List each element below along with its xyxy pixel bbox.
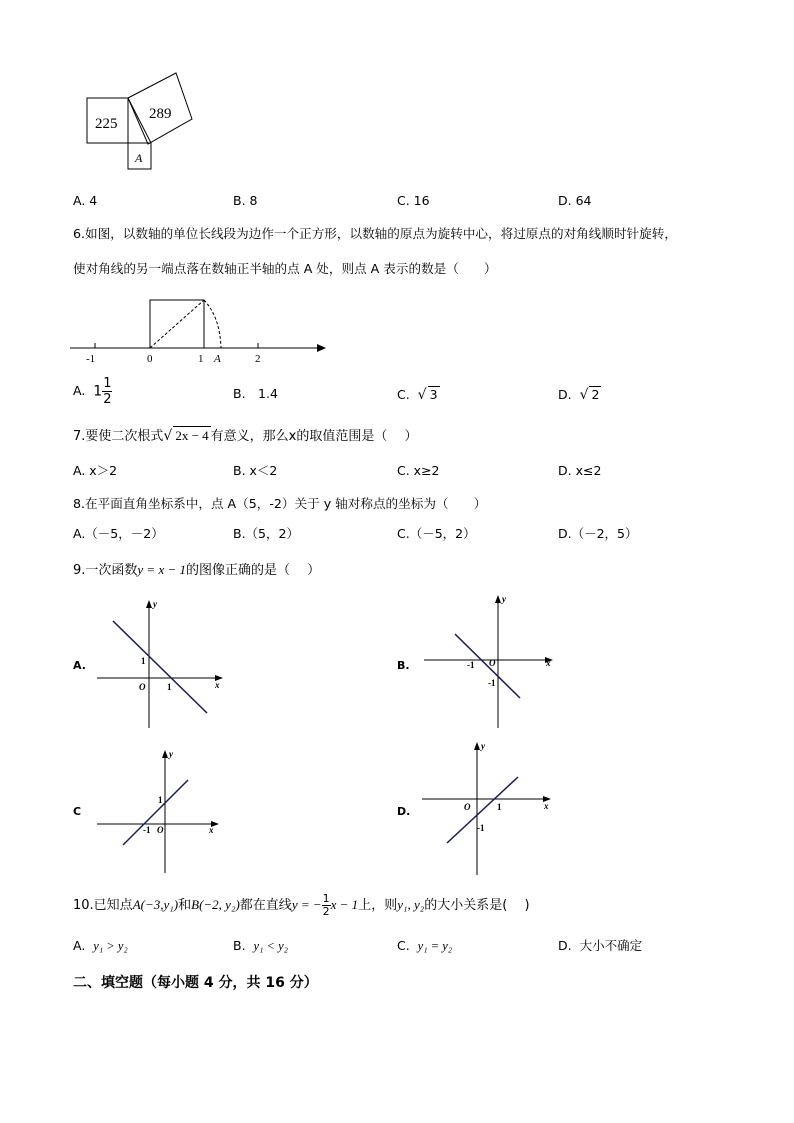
q6-option-b: B. 1.4 <box>233 386 278 401</box>
q8-option-d: D.（－2，5） <box>558 526 638 541</box>
svg-text:-1: -1 <box>467 660 475 670</box>
square-289-label: 289 <box>149 106 172 122</box>
svg-text:O: O <box>157 825 164 835</box>
q6-option-d: D. √ 2 <box>558 387 600 403</box>
q6-stem-line1: 6.如图，以数轴的单位长线段为边作一个正方形，以数轴的原点为旋转中心，将过原点的对角线顺时针旋转， <box>73 226 677 241</box>
svg-text:-1: -1 <box>477 823 485 833</box>
q10-option-d: D. 大小不确定 <box>558 938 643 953</box>
svg-text:y: y <box>502 594 506 604</box>
tick-label-1: 1 <box>198 353 204 365</box>
q9-stem: 9.一次函数y = x − 1的图像正确的是（ ） <box>73 562 321 578</box>
q8-option-b: B.（5，2） <box>233 526 299 541</box>
svg-text:1: 1 <box>497 802 502 812</box>
q9-graph-a <box>95 595 230 730</box>
q9-graph-d-label: D. <box>397 805 411 818</box>
svg-text:-1: -1 <box>488 678 496 688</box>
q7-option-c: C. x≥2 <box>397 463 440 478</box>
q6-option-a: A. 1 $\frac{1}{2}$ <box>73 376 112 407</box>
svg-text:x: x <box>544 801 549 811</box>
q7-option-d: D. x≤2 <box>558 463 602 478</box>
q6-number-line-figure <box>70 295 332 367</box>
svg-text:-1: -1 <box>143 825 151 835</box>
q5-figure <box>80 66 210 176</box>
q8-option-c: C.（－5，2） <box>397 526 476 541</box>
square-a-label: A <box>135 151 143 165</box>
q5-option-c: C. 16 <box>397 193 430 208</box>
square-225-label: 225 <box>95 116 118 132</box>
svg-text:y: y <box>169 749 173 759</box>
svg-text:1: 1 <box>158 795 163 805</box>
q9-graph-a-label: A. <box>73 659 86 672</box>
q9-graph-b <box>422 590 557 730</box>
tick-label-2: 2 <box>255 353 261 365</box>
q7-option-a: A. x＞2 <box>73 463 118 478</box>
q10-stem: 10.已知点A(−3,y₁)和B(−2, y₂)都在直线y = − $\frac{1}{2}$ x − 1上，则y₁, y₂的大小关系是( ) <box>73 892 530 918</box>
q9-graph-c <box>95 745 225 875</box>
q10-option-c: C. y₁ = y₂ <box>397 938 453 953</box>
svg-text:O: O <box>139 682 146 692</box>
q10-option-a: A. y₁ > y₂ <box>73 938 128 953</box>
svg-text:1: 1 <box>167 682 172 692</box>
svg-text:y: y <box>481 741 485 751</box>
svg-text:O: O <box>489 658 496 668</box>
svg-text:x: x <box>209 825 214 835</box>
q9-graph-d <box>420 737 555 877</box>
svg-text:x: x <box>215 680 220 690</box>
tick-label-neg1: -1 <box>86 353 96 365</box>
svg-text:O: O <box>464 802 471 812</box>
tick-label-a: A <box>214 353 221 365</box>
q9-graph-c-label: C <box>73 805 82 818</box>
svg-text:y: y <box>153 599 157 609</box>
q6-stem-line2: 使对角线的另一端点落在数轴正半轴的点 A 处，则点 A 表示的数是（ ） <box>73 261 497 276</box>
q5-option-a: A. 4 <box>73 193 98 208</box>
q9-graph-b-label: B. <box>397 659 410 672</box>
q6-option-c: C. √ 3 <box>397 387 438 403</box>
section-heading: 二、填空题（每小题 4 分，共 16 分） <box>73 975 318 991</box>
q8-stem: 8.在平面直角坐标系中，点 A（5，-2）关于 y 轴对称点的坐标为（ ） <box>73 496 487 511</box>
tick-label-0: 0 <box>147 353 153 365</box>
q5-option-b: B. 8 <box>233 193 258 208</box>
q8-option-a: A.（－5，－2） <box>73 526 164 541</box>
q7-option-b: B. x＜2 <box>233 463 278 478</box>
q5-option-d: D. 64 <box>558 193 592 208</box>
svg-text:x: x <box>546 658 551 668</box>
svg-text:1: 1 <box>141 656 146 666</box>
q10-option-b: B. y₁ < y₂ <box>233 938 288 953</box>
q7-stem: 7.要使二次根式√ 2x − 4 有意义，那么x的取值范围是（ ） <box>73 428 418 444</box>
